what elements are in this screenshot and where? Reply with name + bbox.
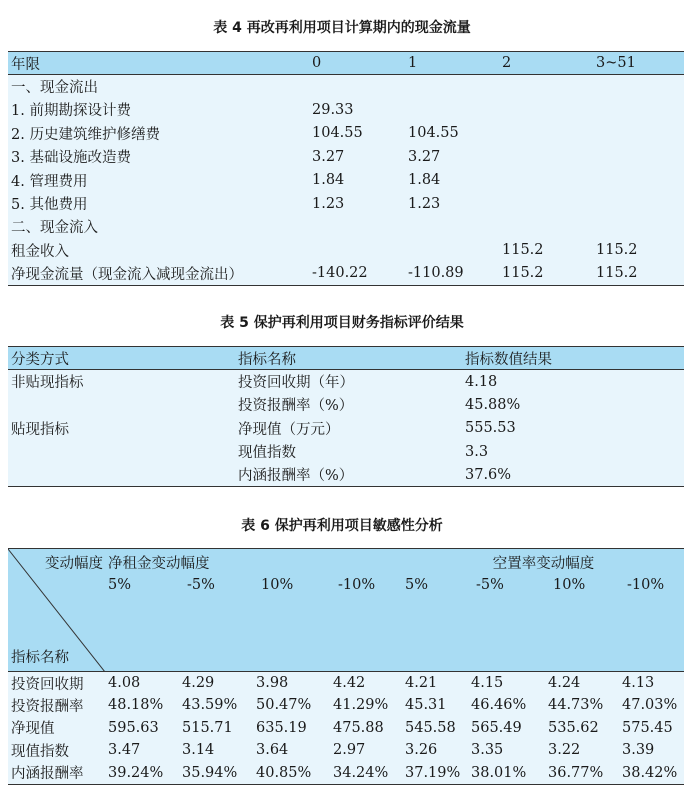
table-row bbox=[8, 215, 684, 238]
sub-header-cell: 10% bbox=[553, 577, 586, 593]
category-cell bbox=[8, 463, 235, 486]
indicator-cell: 现值指数 bbox=[235, 440, 462, 463]
table5-header-row bbox=[8, 347, 684, 370]
value-cell bbox=[309, 75, 405, 98]
sub-header-cell: -5% bbox=[476, 577, 504, 593]
value-cell: 3.3 bbox=[462, 440, 684, 463]
value-cell: 4.13 bbox=[619, 672, 684, 695]
indicator-cell: 内涵报酬率（%） bbox=[235, 463, 462, 486]
value-cell: 475.88 bbox=[330, 717, 402, 740]
header-cell: 3~51 bbox=[593, 52, 684, 75]
value-cell: 635.19 bbox=[253, 717, 330, 740]
value-cell bbox=[309, 239, 405, 262]
sub-header-cell: 10% bbox=[261, 577, 294, 593]
value-cell: 575.45 bbox=[619, 717, 684, 740]
value-cell: 40.85% bbox=[253, 762, 330, 785]
value-cell: 3.27 bbox=[405, 145, 499, 168]
group-rent-label: 净租金变动幅度 bbox=[108, 556, 210, 572]
row-label: 净现金流量（现金流入减现金流出） bbox=[8, 262, 309, 285]
header-cell: 指标名称 bbox=[235, 347, 462, 370]
row-label: 净现值 bbox=[8, 717, 105, 740]
sub-header-cell: 5% bbox=[108, 577, 132, 593]
table4-caption: 表 4 再改再利用项目计算期内的现金流量 bbox=[213, 20, 471, 36]
value-cell: 595.63 bbox=[105, 717, 179, 740]
table4 bbox=[8, 51, 684, 286]
value-cell: 3.27 bbox=[309, 145, 405, 168]
value-cell bbox=[405, 215, 499, 238]
value-cell: 3.64 bbox=[253, 739, 330, 762]
value-cell: 565.49 bbox=[468, 717, 545, 740]
value-cell: 34.24% bbox=[330, 762, 402, 785]
sub-header-cell: -10% bbox=[338, 577, 376, 593]
value-cell: 47.03% bbox=[619, 694, 684, 717]
value-cell: 41.29% bbox=[330, 694, 402, 717]
row-label: 3. 基础设施改造费 bbox=[8, 145, 309, 168]
table-row bbox=[8, 672, 684, 695]
value-cell: 43.59% bbox=[179, 694, 253, 717]
value-cell: 3.47 bbox=[105, 739, 179, 762]
value-cell: 115.2 bbox=[593, 239, 684, 262]
table6-corner-cell bbox=[8, 549, 105, 672]
value-cell bbox=[593, 75, 684, 98]
value-cell bbox=[499, 145, 593, 168]
table-row bbox=[8, 463, 684, 486]
indicator-cell: 投资报酬率（%） bbox=[235, 393, 462, 416]
table-row bbox=[8, 694, 684, 717]
value-cell: 37.19% bbox=[402, 762, 468, 785]
header-cell: 指标数值结果 bbox=[462, 347, 684, 370]
row-label: 二、现金流入 bbox=[8, 215, 309, 238]
table6-header-row bbox=[8, 549, 684, 672]
group-rent bbox=[105, 549, 402, 672]
value-cell: 4.08 bbox=[105, 672, 179, 695]
value-cell: 37.6% bbox=[462, 463, 684, 486]
value-cell bbox=[499, 215, 593, 238]
row-label: 一、现金流出 bbox=[8, 75, 309, 98]
indicator-cell: 投资回收期（年） bbox=[235, 370, 462, 393]
header-cell: 1 bbox=[405, 52, 499, 75]
value-cell: 535.62 bbox=[545, 717, 619, 740]
row-label: 内涵报酬率 bbox=[8, 762, 105, 785]
value-cell: 104.55 bbox=[309, 122, 405, 145]
value-cell: 39.24% bbox=[105, 762, 179, 785]
value-cell: 1.23 bbox=[309, 192, 405, 215]
corner-top-label: 变动幅度 bbox=[45, 556, 103, 572]
value-cell bbox=[405, 75, 499, 98]
value-cell: 29.33 bbox=[309, 98, 405, 121]
value-cell bbox=[499, 98, 593, 121]
value-cell: 35.94% bbox=[179, 762, 253, 785]
category-cell: 贴现指标 bbox=[8, 417, 235, 440]
value-cell: 3.22 bbox=[545, 739, 619, 762]
value-cell: 104.55 bbox=[405, 122, 499, 145]
value-cell: 38.42% bbox=[619, 762, 684, 785]
value-cell: 45.88% bbox=[462, 393, 684, 416]
row-label: 租金收入 bbox=[8, 239, 309, 262]
row-label: 2. 历史建筑维护修缮费 bbox=[8, 122, 309, 145]
group-vacancy bbox=[402, 549, 684, 672]
table-row bbox=[8, 417, 684, 440]
group-vacancy-label: 空置率变动幅度 bbox=[492, 556, 595, 572]
value-cell: 3.26 bbox=[402, 739, 468, 762]
value-cell: 3.98 bbox=[253, 672, 330, 695]
sub-header-cell: 5% bbox=[405, 577, 429, 593]
table-row bbox=[8, 239, 684, 262]
sub-header-cell: -5% bbox=[187, 577, 215, 593]
row-label: 投资回收期 bbox=[8, 672, 105, 695]
row-label: 4. 管理费用 bbox=[8, 168, 309, 191]
value-cell: 4.18 bbox=[462, 370, 684, 393]
value-cell bbox=[499, 192, 593, 215]
table-row bbox=[8, 122, 684, 145]
header-cell: 年限 bbox=[8, 52, 309, 75]
value-cell: 36.77% bbox=[545, 762, 619, 785]
category-cell bbox=[8, 440, 235, 463]
table-row bbox=[8, 75, 684, 98]
value-cell bbox=[499, 122, 593, 145]
row-label: 5. 其他费用 bbox=[8, 192, 309, 215]
table5-caption: 表 5 保护再利用项目财务指标评价结果 bbox=[220, 315, 464, 331]
value-cell: 4.24 bbox=[545, 672, 619, 695]
table-row bbox=[8, 739, 684, 762]
value-cell: 3.35 bbox=[468, 739, 545, 762]
value-cell: 45.31 bbox=[402, 694, 468, 717]
value-cell: 1.84 bbox=[405, 168, 499, 191]
value-cell bbox=[593, 168, 684, 191]
table-row bbox=[8, 192, 684, 215]
value-cell bbox=[499, 168, 593, 191]
row-label: 现值指数 bbox=[8, 739, 105, 762]
value-cell: -140.22 bbox=[309, 262, 405, 285]
value-cell: 3.14 bbox=[179, 739, 253, 762]
table-row bbox=[8, 393, 684, 416]
value-cell bbox=[593, 145, 684, 168]
value-cell: 2.97 bbox=[330, 739, 402, 762]
value-cell: 115.2 bbox=[593, 262, 684, 285]
value-cell: 44.73% bbox=[545, 694, 619, 717]
table-row bbox=[8, 98, 684, 121]
value-cell: 545.58 bbox=[402, 717, 468, 740]
value-cell: 115.2 bbox=[499, 239, 593, 262]
value-cell bbox=[593, 98, 684, 121]
value-cell bbox=[405, 239, 499, 262]
table4-header-row bbox=[8, 52, 684, 75]
value-cell: 3.39 bbox=[619, 739, 684, 762]
row-label: 1. 前期勘探设计费 bbox=[8, 98, 309, 121]
table-row bbox=[8, 762, 684, 785]
value-cell: 4.21 bbox=[402, 672, 468, 695]
table-row bbox=[8, 370, 684, 393]
value-cell: -110.89 bbox=[405, 262, 499, 285]
value-cell: 1.84 bbox=[309, 168, 405, 191]
category-cell bbox=[8, 393, 235, 416]
table-row bbox=[8, 717, 684, 740]
value-cell: 4.29 bbox=[179, 672, 253, 695]
header-cell: 0 bbox=[309, 52, 405, 75]
header-cell: 2 bbox=[499, 52, 593, 75]
value-cell bbox=[593, 192, 684, 215]
value-cell: 48.18% bbox=[105, 694, 179, 717]
table6 bbox=[8, 548, 684, 785]
value-cell: 115.2 bbox=[499, 262, 593, 285]
value-cell bbox=[499, 75, 593, 98]
value-cell bbox=[593, 122, 684, 145]
table-row bbox=[8, 440, 684, 463]
table6-caption: 表 6 保护再利用项目敏感性分析 bbox=[241, 518, 443, 534]
value-cell: 1.23 bbox=[405, 192, 499, 215]
value-cell: 46.46% bbox=[468, 694, 545, 717]
table5 bbox=[8, 346, 684, 487]
corner-bottom-label: 指标名称 bbox=[11, 650, 69, 666]
value-cell: 515.71 bbox=[179, 717, 253, 740]
value-cell bbox=[405, 98, 499, 121]
value-cell: 38.01% bbox=[468, 762, 545, 785]
indicator-cell: 净现值（万元） bbox=[235, 417, 462, 440]
table-row bbox=[8, 168, 684, 191]
table-row bbox=[8, 262, 684, 285]
sub-header-cell: -10% bbox=[627, 577, 665, 593]
value-cell bbox=[309, 215, 405, 238]
header-cell: 分类方式 bbox=[8, 347, 235, 370]
value-cell: 50.47% bbox=[253, 694, 330, 717]
value-cell bbox=[593, 215, 684, 238]
table-row bbox=[8, 145, 684, 168]
row-label: 投资报酬率 bbox=[8, 694, 105, 717]
value-cell: 555.53 bbox=[462, 417, 684, 440]
category-cell: 非贴现指标 bbox=[8, 370, 235, 393]
value-cell: 4.42 bbox=[330, 672, 402, 695]
value-cell: 4.15 bbox=[468, 672, 545, 695]
